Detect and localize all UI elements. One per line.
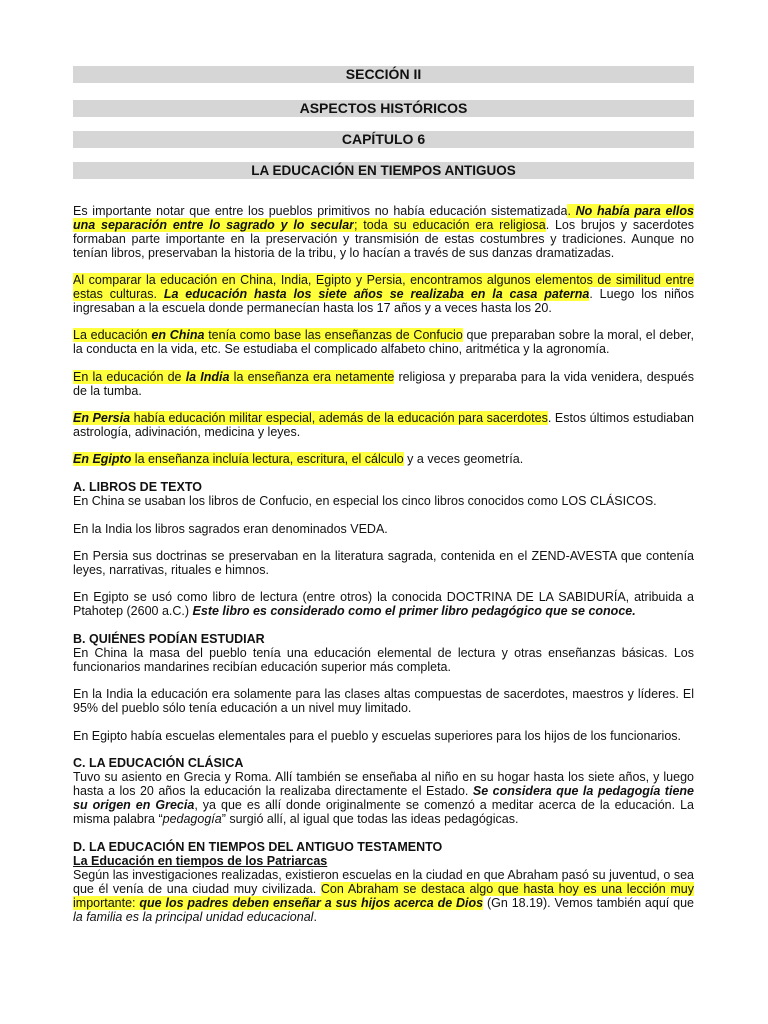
section-heading: SECCIÓN II xyxy=(73,66,694,83)
section-a-paragraph-3: En Persia sus doctrinas se preservaban en la literatura sagrada, contenida en el ZEND-AVESTA que contenía leyes, narrativas, rituales e himnos. xyxy=(73,548,694,577)
section-b-paragraph-1: En China la masa del pueblo tenía una educación elemental de lectura y otras enseñanzas básicas. Los funcionarios mandarines recibían educación superior más completa. xyxy=(73,645,694,674)
section-c-heading: C. LA EDUCACIÓN CLÁSICA xyxy=(73,756,244,771)
intro-paragraph-egipto: En Egipto la enseñanza incluía lectura, escritura, el cálculo y a veces geometría. xyxy=(73,452,524,467)
section-b-paragraph-2: En la India la educación era solamente para las clases altas compuestas de sacerdotes, maestros y líderes. El 95% del pueblo sólo tenía educación a un nivel muy limitado. xyxy=(73,687,694,716)
intro-paragraph-persia: En Persia había educación militar especial, además de la educación para sacerdotes. Estos últimos estudiaban astrología, adivinación, medicina y leyes. xyxy=(73,410,694,439)
intro-paragraph-china: La educación en China tenía como base las enseñanzas de Confucio que preparaban sobre la moral, el deber, la conducta en la vida, etc. Se estudiaba el complicado alfabeto chino, aritmética y la agronomía. xyxy=(73,328,694,357)
aspects-heading: ASPECTOS HISTÓRICOS xyxy=(73,100,694,117)
intro-paragraph-1: Es importante notar que entre los pueblos primitivos no había educación sistematizada. No había para ellos una separación entre lo sagrado y lo secular; toda su educación era religiosa. Los brujos y sacerdotes formaban parte importante en la preservación y transmisión de estas costumbres y tradiciones. Aunque no tenían libros, preservaban la historia de la tribu, y lo hacían a través de sus danzas dramatizadas. xyxy=(73,204,694,260)
intro-paragraph-2: Al comparar la educación en China, India, Egipto y Persia, encontramos algunos elementos de similitud entre estas culturas. La educación hasta los siete años se realizaba en la casa paterna. Luego los niños ingresaban a la escuela donde permanecían hasta los 17 años y a veces hasta los 20. xyxy=(73,273,695,315)
section-d-paragraph: Según las investigaciones realizadas, existieron escuelas en la ciudad en que Abraham pasó su juventud, o sea que él venía de una ciudad muy civilizada. Con Abraham se destaca algo que hasta hoy es una lección muy importante: que los padres deben enseñar a sus hijos acerca de Dios (Gn 18.19). Vemos también aquí que la familia es la principal unidad educacional. xyxy=(73,867,694,924)
section-a-paragraph-1: En China se usaban los libros de Confucio, en especial los cinco libros conocidos como LOS CLÁSICOS. xyxy=(73,494,657,509)
section-b-paragraph-3: En Egipto había escuelas elementales para el pueblo y escuelas superiores para los hijos de los funcionarios. xyxy=(73,728,682,743)
section-d-subheading: La Educación en tiempos de los Patriarcas xyxy=(73,853,328,868)
document-page xyxy=(73,66,694,924)
section-c-paragraph: Tuvo su asiento en Grecia y Roma. Allí también se enseñaba al niño en su hogar hasta los siete años, y luego hasta a los 20 años la educación la realizaba directamente el Estado. Se considera que la pedagogía tiene su origen en Grecia, ya que es allí donde originalmente se comenzó a meditar acerca de la educación. La misma palabra “pedagogía” surgió allí, al igual que todas las ideas pedagógicas. xyxy=(73,770,694,827)
section-d-heading: D. LA EDUCACIÓN EN TIEMPOS DEL ANTIGUO TESTAMENTO xyxy=(73,840,443,854)
section-b xyxy=(73,633,694,743)
section-c xyxy=(73,757,694,827)
chapter-title: LA EDUCACIÓN EN TIEMPOS ANTIGUOS xyxy=(73,162,694,179)
section-a-paragraph-4: En Egipto se usó como libro de lectura (entre otros) la conocida DOCTRINA DE LA SABIDURÍA, atribuida a Ptahotep (2600 a.C.) Este libro es considerado como el primer libro pedagógico que se conoce. xyxy=(73,590,694,619)
intro-paragraph-india: En la educación de la India la enseñanza era netamente religiosa y preparaba para la vida venidera, después de la tumba. xyxy=(73,369,694,398)
chapter-heading: CAPÍTULO 6 xyxy=(73,131,694,148)
section-b-heading: B. QUIÉNES PODÍAN ESTUDIAR xyxy=(73,632,265,647)
section-a-heading: A. LIBROS DE TEXTO xyxy=(73,480,202,495)
section-a-paragraph-2: En la India los libros sagrados eran denominados VEDA. xyxy=(73,521,388,536)
section-d xyxy=(73,841,694,924)
section-a xyxy=(73,481,694,619)
